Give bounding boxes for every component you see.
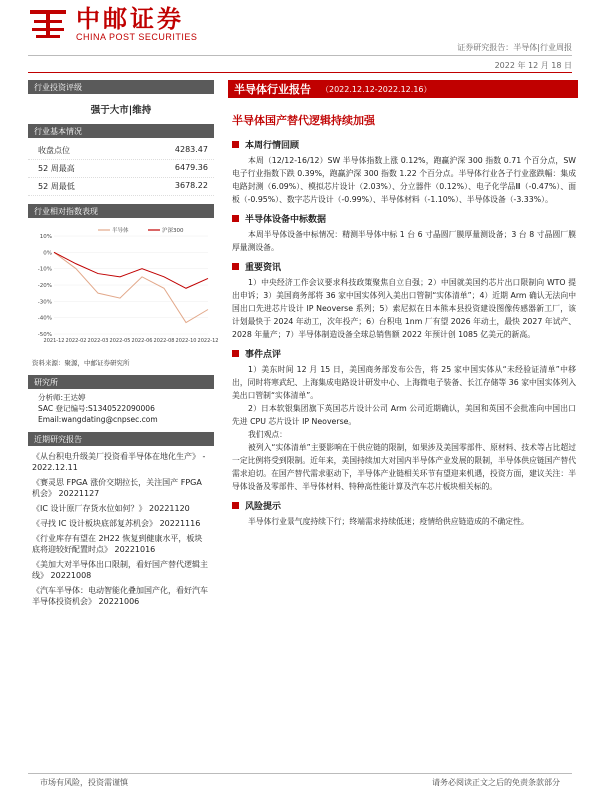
x-tick-label: 2022-02 — [65, 338, 87, 344]
recent-report-date: - 2022.12.11 — [32, 452, 206, 472]
left-sidebar — [28, 80, 219, 609]
para-event-2: 2）日本软银集团旗下英国芯片设计公司 Arm 公司近期确认，美国和英国不会批准向中国出口先进 CPU 芯片设计 IP Neoverse。 — [232, 404, 576, 426]
x-tick-label: 2021-12 — [43, 338, 65, 344]
y-tick-label: -10% — [37, 266, 52, 273]
recent-report-item[interactable] — [28, 475, 214, 501]
footer-right: 请务必阅读正文之后的免责条款部分 — [432, 778, 560, 787]
relative-index-chart — [28, 222, 219, 352]
para-view-label: 我们观点： — [248, 430, 287, 439]
para-equipment-bids: 本周半导体设备中标情况：精测半导体中标 1 台 6 寸晶圆厂膜厚量测设备；3 台 8 寸晶圆厂膜厚量测设备。 — [232, 230, 576, 252]
section-equipment-bids: 半导体设备中标数据 — [232, 212, 578, 225]
recent-report-date: 20221016 — [114, 545, 156, 554]
y-tick-label: -50% — [37, 332, 52, 338]
recent-report-title: 《赛灵思 FPGA 涨价交期拉长，关注国产 FPGA 机会》 — [32, 478, 202, 498]
section-risk: 风险提示 — [232, 499, 578, 512]
analyst-info — [28, 389, 214, 428]
recent-report-date: 20221008 — [50, 571, 92, 580]
header-rule — [28, 55, 572, 56]
recent-report-title: 《美加大对半导体出口限制，看好国产替代逻辑主线》 — [32, 560, 208, 580]
legend-label: 半导体 — [112, 228, 129, 234]
main-content — [228, 80, 578, 528]
recent-report-item[interactable] — [28, 449, 214, 475]
recent-report-title: 《IC 设计原厂存货水位如何？》 — [32, 504, 147, 513]
bullet-icon — [232, 350, 239, 357]
chart-svg — [28, 222, 219, 352]
bullet-icon — [232, 502, 239, 509]
analyst-sac: SAC 登记编号:S1340522090006 — [38, 404, 155, 413]
rating-bar: 行业投资评级 — [28, 80, 214, 94]
footer-left: 市场有风险，投资需谨慎 — [40, 778, 128, 787]
recent-report-date: 20221006 — [98, 597, 140, 606]
basic-info-bar: 行业基本情况 — [28, 124, 214, 138]
analyst-email[interactable]: Email:wangdating@cnpsec.com — [38, 415, 158, 424]
y-tick-label: 10% — [39, 234, 52, 240]
basic-info-value: 4283.47 — [174, 145, 208, 154]
section-market-review: 本周行情回顾 — [232, 138, 578, 151]
x-tick-label: 2022-06 — [131, 338, 153, 344]
recent-report-date: 20221116 — [159, 519, 201, 528]
para-risk: 半导体行业景气度持续下行；终端需求持续低迷；疫情给供应链造成的不确定性。 — [248, 517, 529, 526]
report-title-bar — [228, 80, 578, 98]
basic-info-key: 52 周最高 — [38, 164, 75, 173]
y-tick-label: 0% — [43, 250, 52, 257]
bullet-icon — [232, 263, 239, 270]
recent-report-item[interactable] — [28, 501, 214, 516]
recent-reports-bar: 近期研究报告 — [28, 432, 214, 446]
report-title: 半导体行业报告 — [234, 83, 311, 96]
section-events: 事件点评 — [232, 347, 578, 360]
basic-info-key: 52 周最低 — [38, 182, 75, 191]
x-tick-label: 2022-03 — [87, 338, 109, 344]
section-news: 重要资讯 — [232, 260, 578, 273]
brand-logo — [28, 6, 197, 42]
recent-report-date: 20221127 — [58, 489, 100, 498]
brand-name-en: CHINA POST SECURITIES — [76, 32, 198, 42]
report-period: （2022.12.12-2022.12.16） — [321, 84, 432, 94]
bullet-icon — [232, 215, 239, 222]
recent-report-item[interactable] — [28, 583, 214, 609]
x-tick-label: 2022-05 — [109, 338, 131, 344]
y-tick-label: -20% — [37, 283, 52, 289]
chart-source: 资料来源：聚源，中邮证券研究所 — [32, 359, 130, 367]
basic-info-value: 3678.22 — [174, 181, 208, 190]
recent-report-item[interactable] — [28, 557, 214, 583]
x-tick-label: 2022-08 — [153, 338, 175, 344]
y-tick-label: -30% — [37, 299, 52, 306]
para-event-1: 1）美东时间 12 月 15 日，美国商务部发布公告，将 25 家中国实体从“未经验证清单”中移出，同时将寒武纪、上海集成电路设计研发中心、上海微电子装备、长江存储等 36 家中国实体列入美出口管制“实体清单”。 — [232, 365, 576, 400]
x-tick-label: 2022-12 — [197, 338, 219, 344]
footer-rule — [28, 773, 572, 774]
recent-report-title: 《寻找 IC 设计板块底部复苏机会》 — [32, 519, 158, 528]
x-tick-label: 2022-10 — [175, 338, 197, 344]
analyst-bar: 研究所 — [28, 375, 214, 389]
para-market-review: 本周（12/12-16/12）SW 半导体指数上涨 0.12%，跑赢沪深 300 指数 0.71 个百分点，SW 电子行业指数下跌 0.39%，跑赢沪深 300 指数 1.22 个百分点。半导体行业各子行业涨跌幅：集成电路封测（6.09%）、模拟芯片设计（2.03%）、分立器件（0.12%）、电子化学品Ⅲ（-0.47%）、面板（-0.95%）、数字芯片设计（-0.99%）、半导体材料（-1.10%）、半导体设备（-3.33%）。 — [232, 156, 576, 204]
recent-report-date: 20221120 — [149, 504, 190, 513]
para-view: 被列入“实体清单”主要影响在于供应链的限制，如果涉及美国零部件、原材料、技术等占比超过一定比例将受到限制。近年来，美国持续加大对国内半导体产业发展的限制，半导体供应链国产替代需求迫切。在国产替代需求驱动下，半导体产业链相关环节有望迎来机遇，投资方面，建议关注：半导体设备及零部件、半导体材料、特种高性能计算及汽车芯片板块相关标的。 — [232, 443, 576, 491]
legend-label: 沪深300 — [162, 228, 184, 234]
report-headline: 半导体国产替代逻辑持续加强 — [232, 114, 375, 127]
header-accent-rule — [28, 72, 572, 73]
recent-report-title: 《从台积电升级美厂投资看半导体在地化生产》 — [32, 452, 200, 461]
report-date: 2022 年 12 月 18 日 — [494, 61, 572, 70]
recent-report-title: 《汽车半导体：电动智能化叠加国产化，看好汽车半导体投资机会》 — [32, 586, 208, 606]
recent-report-title: 《行业库存有望在 2H22 恢复到健康水平，板块底将迎较好配置时点》 — [32, 534, 203, 554]
analyst-name: 分析师:王达婷 — [38, 393, 86, 402]
basic-info-key: 收盘点位 — [38, 146, 70, 155]
rating-value: 强于大市|维持 — [90, 105, 152, 116]
recent-reports-list — [28, 449, 214, 609]
basic-info-list — [28, 142, 214, 196]
basic-info-row — [28, 160, 214, 178]
relative-index-bar: 行业相对指数表现 — [28, 204, 214, 218]
brand-name-cn: 中邮证券 — [76, 5, 184, 33]
basic-info-value: 6479.36 — [174, 163, 208, 172]
para-news: 1）中央经济工作会议要求科技政策聚焦自立自强；2）中国就美国约芯片出口限制向 WTO 提出申诉；3）美国商务部将 36 家中国实体列入美出口管制“实体清单”；4）近期 Arm 确认无法向中国出口先进芯片设计 IP Neoverse 系列；5）索尼拟在日本熊本县投资建设图像传感器新工厂，该计划最快于 2024 年动工，次年投产；6）台积电 1nm 厂有望 2026 年动土，最快 2027 年试产、2028 年量产；7）半导体制造设备全球总销售额 2022 年预计创 1085 亿美元的新高。 — [232, 278, 576, 339]
basic-info-row — [28, 142, 214, 160]
basic-info-row — [28, 178, 214, 196]
y-tick-label: -40% — [37, 315, 52, 322]
logo-mark-icon — [28, 8, 68, 40]
bullet-icon — [232, 141, 239, 148]
recent-report-item[interactable] — [28, 516, 214, 531]
recent-report-item[interactable] — [28, 531, 214, 557]
report-kind: 证券研究报告：半导体|行业周报 — [453, 42, 572, 53]
